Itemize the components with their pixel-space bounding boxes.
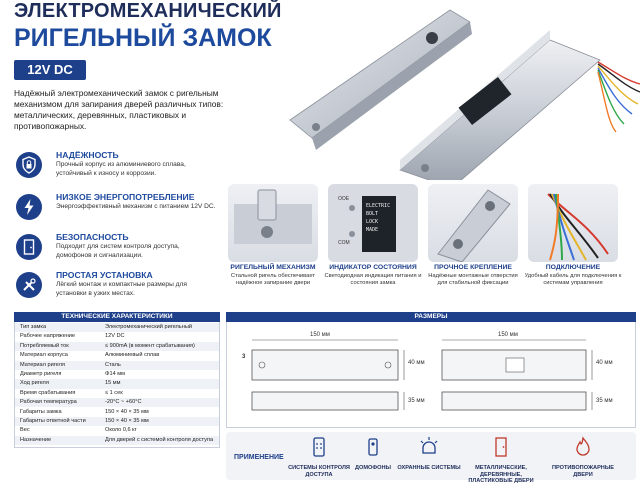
- thumb-mounting: [428, 184, 518, 262]
- spec-row: [15, 323, 219, 332]
- spec-key: Время срабатывания: [20, 389, 76, 396]
- dim-height-left: 40 мм: [408, 360, 425, 366]
- spec-key: Назначение: [20, 436, 52, 443]
- app-label: ДОМОФОНЫ: [355, 465, 391, 471]
- title-line-2: РИГЕЛЬНЫЙ ЗАМОК: [14, 24, 272, 52]
- thumb-title: ПОДКЛЮЧЕНИЕ: [545, 264, 601, 271]
- feature-text: Прочный корпус из алюминиевого сплава, устойчивый к износу и коррозии.: [56, 161, 186, 177]
- spec-key: Материал ригеля: [20, 361, 65, 368]
- feature-text: Энергоэффективный механизм с питанием 12V DC.: [56, 203, 216, 210]
- spec-row: [15, 426, 219, 435]
- product-image: [220, 0, 640, 180]
- dim-height-right: 40 мм: [596, 360, 613, 366]
- keypad-icon: [308, 436, 330, 458]
- spec-row: [15, 398, 219, 407]
- spec-value: Алюминиевый сплав: [105, 352, 160, 359]
- spec-key: Материал корпуса: [20, 352, 68, 359]
- app-label: ПРОТИВОПОЖАРНЫЕ ДВЕРИ: [551, 465, 615, 478]
- spec-row: [15, 351, 219, 360]
- spec-value: 12V DC: [105, 333, 125, 340]
- app-fire-doors: [548, 436, 618, 478]
- dim-depth-left: 35 мм: [408, 398, 425, 404]
- feature-security: [14, 232, 214, 272]
- thumb-text: Стальной ригель обеспечивает надёжное запирание двери: [230, 273, 316, 287]
- spec-value: 15 мм: [105, 380, 121, 387]
- spec-key: Габариты ответной части: [20, 418, 86, 424]
- app-label: ОХРАННЫЕ СИСТЕМЫ: [397, 465, 461, 471]
- thumb-title: РИГЕЛЬНЫЙ МЕХАНИЗМ: [230, 264, 316, 271]
- spec-key: Рабочая температура: [20, 399, 77, 406]
- thumb-text: Светодиодная индикация питания и состояния замка: [324, 273, 422, 287]
- voltage-badge: 12V DC: [14, 60, 86, 80]
- spec-value: ≤ 900mA (в момент срабатывания): [105, 342, 195, 349]
- door-icon: [16, 234, 42, 260]
- spec-key: Диаметр ригеля: [20, 371, 62, 377]
- spec-row: [15, 417, 219, 426]
- feature-title: НИЗКОЕ ЭНЕРГОПОТРЕБЛЕНИЕ: [56, 192, 195, 202]
- feature-text: Подходит для систем контроля доступа, домофонов и сигнализации.: [56, 243, 180, 259]
- spec-value: Электромеханический ригельный: [105, 324, 192, 330]
- feature-installation: [14, 270, 214, 310]
- app-security-systems: [394, 436, 464, 472]
- spec-row: [15, 370, 219, 379]
- title-line-1: ЭЛЕКТРОМЕХАНИЧЕСКИЙ: [14, 0, 282, 22]
- spec-key: Габариты замка: [20, 408, 62, 415]
- feature-title: ПРОСТАЯ УСТАНОВКА: [56, 270, 153, 280]
- app-door-types: [466, 436, 536, 485]
- dim-length-right: 150 мм: [498, 332, 518, 338]
- spec-key: Вес: [20, 427, 30, 434]
- fire-door-icon: [572, 436, 594, 458]
- app-label: МЕТАЛЛИЧЕСКИЕ, ДЕРЕВЯННЫЕ, ПЛАСТИКОВЫЕ ДВЕРИ: [468, 465, 534, 485]
- spec-key: Ход ригеля: [20, 380, 49, 387]
- label-line-2: BOLT LOCK: [366, 211, 379, 225]
- intercom-icon: [362, 436, 384, 458]
- spec-value: -20°C ~ +60°C: [105, 399, 142, 406]
- applications-label: ПРИМЕНЕНИЕ: [234, 454, 284, 461]
- specs-rows: [15, 323, 219, 447]
- lightning-icon: [16, 194, 42, 220]
- spec-row: [15, 379, 219, 388]
- led-label-bottom: COM: [338, 240, 350, 246]
- dim-length-left: 150 мм: [310, 332, 330, 338]
- spec-row: [15, 332, 219, 341]
- thumb-text: Надёжные монтажные отверстия для стабильной фиксации: [428, 273, 518, 287]
- spec-key: Потребляемый ток: [20, 342, 69, 349]
- led-label-top: OOE: [338, 196, 350, 202]
- spec-value: Для дверей с системой контроля доступа: [105, 436, 214, 443]
- feature-text: Лёгкий монтаж и компактные размеры для установки в узких местах.: [56, 281, 187, 297]
- label-line-1: ELECTRIC: [366, 203, 391, 209]
- dim-marker: 3: [242, 354, 246, 360]
- spec-row: [15, 408, 219, 417]
- spec-value: ≤ 1 сек: [105, 389, 123, 396]
- feature-reliability: [14, 150, 214, 190]
- intro-text: Надёжный электромеханический замок с ригельным механизмом для запирания дверей различных типов: металлических, деревянных, пластиковых и противопожарных.: [14, 88, 224, 131]
- feature-title: БЕЗОПАСНОСТЬ: [56, 232, 129, 242]
- dimensions-title: РАЗМЕРЫ: [226, 312, 636, 322]
- spec-row: [15, 361, 219, 370]
- spec-value: 150 × 40 × 35 мм: [105, 408, 149, 415]
- door-open-icon: [490, 436, 512, 458]
- dimension-drawings: [226, 322, 636, 428]
- label-line-3: MADE: [366, 227, 379, 233]
- app-label: СИСТЕМЫ КОНТРОЛЯ ДОСТУПА: [288, 465, 350, 478]
- tools-icon: [16, 272, 42, 298]
- thumb-title: ИНДИКАТОР СОСТОЯНИЯ: [329, 264, 417, 271]
- spec-row: [15, 342, 219, 351]
- spec-value: Около 0,6 кг: [105, 427, 137, 434]
- shield-lock-icon: [16, 152, 42, 178]
- thumb-status-indicator: [328, 184, 418, 262]
- spec-row: [15, 389, 219, 398]
- spec-value: Φ14 мм: [105, 371, 125, 377]
- thumb-wiring: [528, 184, 618, 262]
- spec-row: [15, 436, 219, 445]
- thumb-text: Удобный кабель для подключения к системам управления: [524, 273, 622, 287]
- spec-key: Тип замка: [20, 324, 47, 330]
- spec-value: Сталь: [105, 361, 121, 368]
- feature-energy: [14, 192, 214, 232]
- alarm-icon: [418, 436, 440, 458]
- specs-title: ТЕХНИЧЕСКИЕ ХАРАКТЕРИСТИКИ: [14, 312, 220, 322]
- feature-title: НАДЁЖНОСТЬ: [56, 150, 119, 160]
- spec-value: 150 × 40 × 35 мм: [105, 418, 149, 424]
- dim-depth-right: 35 мм: [596, 398, 613, 404]
- thumb-bolt-mechanism: [228, 184, 318, 262]
- spec-key: Рабочее напряжение: [20, 333, 76, 340]
- thumb-title: ПРОЧНОЕ КРЕПЛЕНИЕ: [434, 264, 512, 271]
